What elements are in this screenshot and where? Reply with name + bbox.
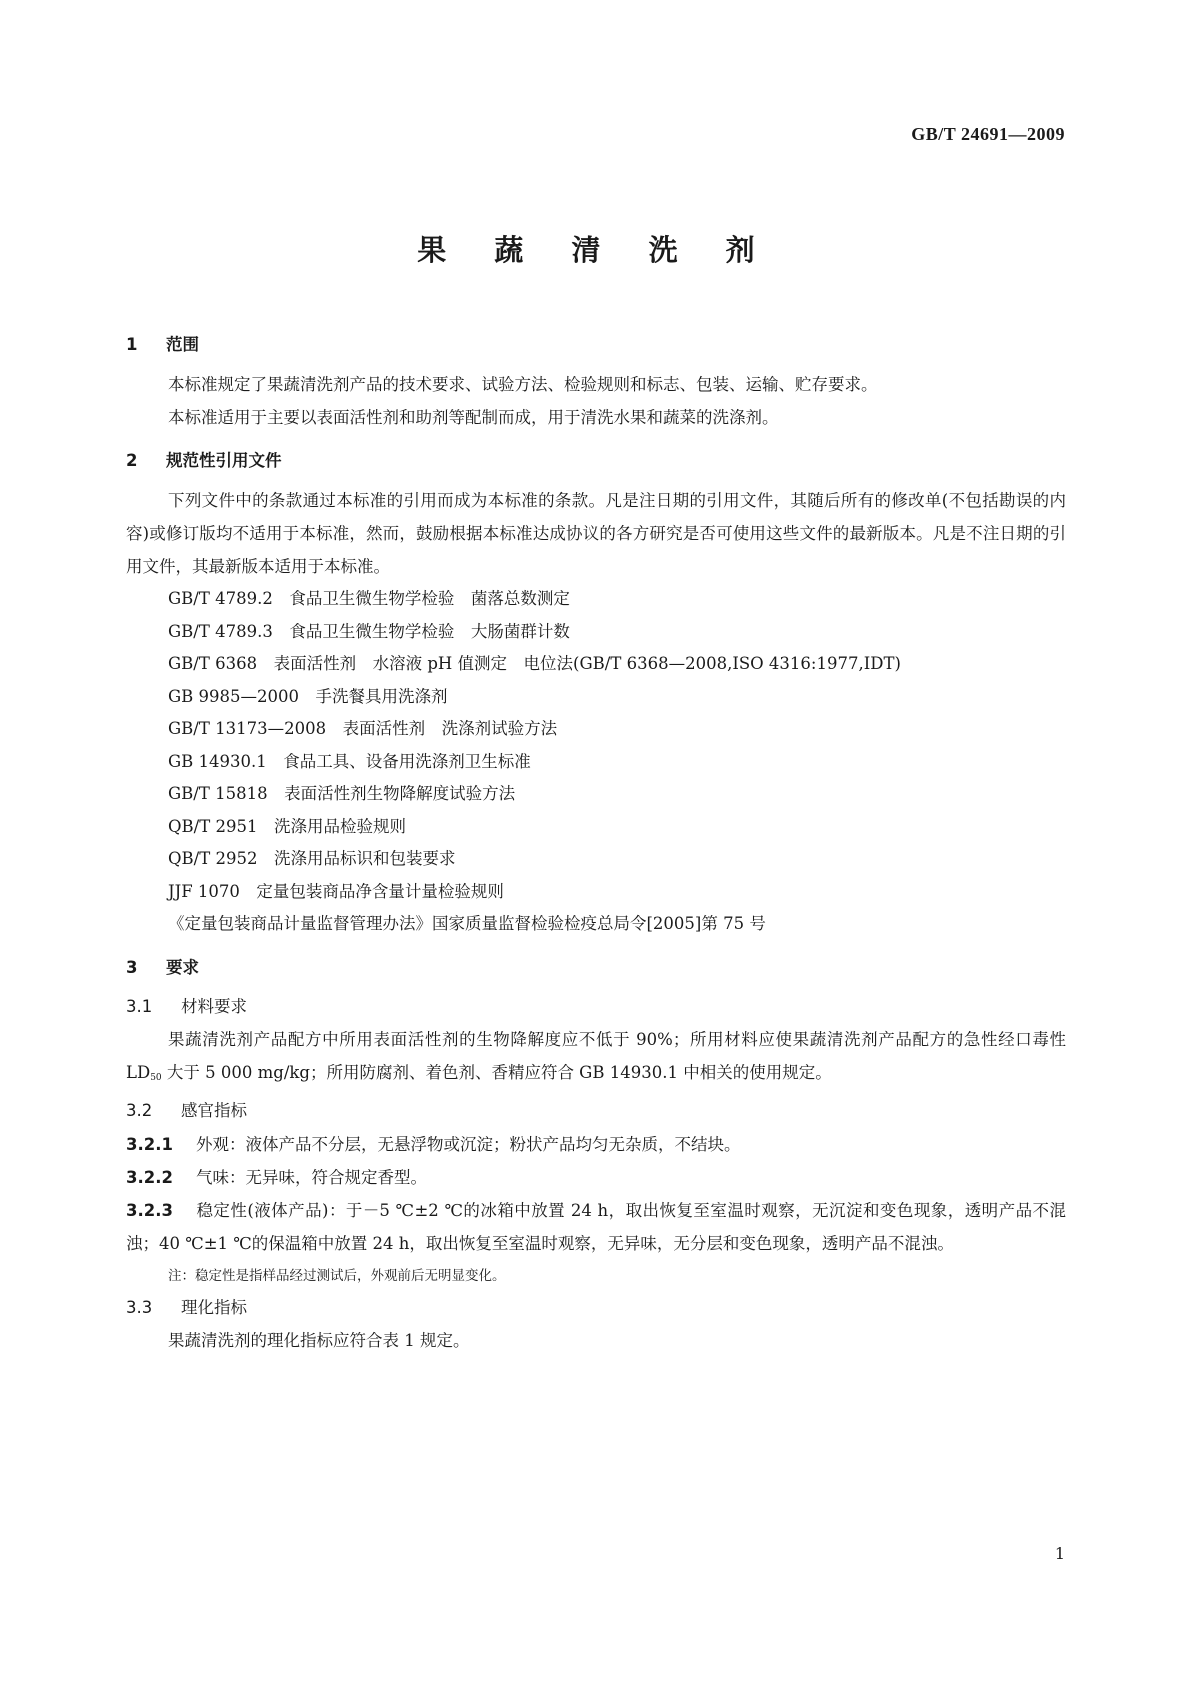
clause-appearance: 3.2.1 外观：液体产品不分层，无悬浮物或沉淀；粉状产品均匀无杂质，不结块。	[126, 1128, 1066, 1161]
subsection-title: 理化指标	[181, 1297, 247, 1317]
clause-odor: 3.2.2 气味：无异味，符合规定香型。	[126, 1161, 1066, 1194]
reference-item: GB/T 6368 表面活性剂 水溶液 pH 值测定 电位法(GB/T 6368—2008,ISO 4316:1977,IDT)	[168, 654, 901, 673]
subsection-heading-sensory	[126, 1095, 1066, 1128]
reference-item: GB 9985—2000 手洗餐具用洗涤剂	[168, 686, 448, 706]
section-number: 2	[126, 451, 138, 470]
subsection-number: 3.2	[126, 1101, 153, 1120]
clause-number: 3.2.2	[126, 1167, 173, 1187]
paragraph: 本标准适用于主要以表面活性剂和助剂等配制而成，用于清洗水果和蔬菜的洗涤剂。	[168, 408, 779, 427]
document-body	[126, 328, 1066, 1357]
subsection-title: 材料要求	[181, 996, 247, 1016]
paragraph: 果蔬清洗剂的理化指标应符合表 1 规定。	[168, 1331, 470, 1350]
clause-number: 3.2.3	[126, 1200, 173, 1220]
clause-number: 3.2.1	[126, 1134, 173, 1154]
section-heading-scope	[126, 328, 1066, 361]
paragraph: 下列文件中的条款通过本标准的引用而成为本标准的条款。凡是注日期的引用文件，其随后所有的修改单(不包括勘误的内容)或修订版均不适用于本标准，然而，鼓励根据本标准达成协议的各方研究是否可使用这些文件的最新版本。凡是不注日期的引用文件，其最新版本适用于本标准。	[126, 491, 1066, 576]
section-number: 3	[126, 957, 138, 977]
reference-item: GB/T 4789.2 食品卫生微生物学检验 菌落总数测定	[168, 589, 570, 608]
reference-item: QB/T 2951 洗涤用品检验规则	[168, 816, 406, 836]
reference-item: GB/T 15818 表面活性剂生物降解度试验方法	[168, 784, 516, 803]
standard-code: GB/T 24691—2009	[911, 124, 1065, 144]
reference-item: GB/T 13173—2008 表面活性剂 洗涤剂试验方法	[168, 719, 558, 738]
section-title: 范围	[166, 335, 199, 354]
clause-stability: 3.2.3 稳定性(液体产品)：于－5 ℃±2 ℃的冰箱中放置 24 h，取出恢复至室温时观察，无沉淀和变色现象，透明产品不混浊；40 ℃±1 ℃的保温箱中放置 24 h，取出恢复至室温时观察，无异味，无分层和变色现象，透明产品不混浊。	[126, 1194, 1066, 1260]
reference-list	[126, 583, 1066, 941]
section-heading-normative-references	[126, 444, 1066, 477]
reference-item: GB/T 4789.3 食品卫生微生物学检验 大肠菌群计数	[168, 621, 570, 641]
subsection-heading-materials	[126, 991, 1066, 1024]
section-number: 1	[126, 335, 138, 354]
paragraph: 本标准规定了果蔬清洗剂产品的技术要求、试验方法、检验规则和标志、包装、运输、贮存要求。	[168, 375, 878, 394]
reference-item: JJF 1070 定量包装商品净含量计量检验规则	[168, 881, 504, 901]
subscript: 50	[150, 1073, 162, 1083]
subsection-title: 感官指标	[181, 1101, 247, 1120]
subsection-heading-physicochemical	[126, 1292, 1066, 1325]
note: 注：稳定性是指样品经过测试后，外观前后无明显变化。	[168, 1267, 506, 1284]
document-title: 果 蔬 清 洗 剂	[417, 233, 774, 267]
paragraph-materials: 果蔬清洗剂产品配方中所用表面活性剂的生物降解度应不低于 90%；所用材料应使果蔬清洗剂产品配方的急性经口毒性 $LD_{50}$ 大于 5 000 mg/kg；所用防腐剂、着色剂、香精应符合 GB 14930.1 中相关的使用规定。	[126, 1030, 1066, 1083]
reference-item: 《定量包装商品计量监督管理办法》国家质量监督检验检疫总局令[2005]第 75 号	[168, 914, 766, 933]
section-title: 规范性引用文件	[166, 451, 282, 470]
section-heading-requirements	[126, 951, 1066, 984]
subsection-number: 3.3	[126, 1297, 153, 1317]
reference-item: GB 14930.1 食品工具、设备用洗涤剂卫生标准	[168, 751, 531, 771]
subsection-number: 3.1	[126, 996, 153, 1016]
page-number: 1	[1054, 1544, 1065, 1563]
section-title: 要求	[166, 957, 199, 977]
reference-item: QB/T 2952 洗涤用品标识和包装要求	[168, 849, 456, 868]
